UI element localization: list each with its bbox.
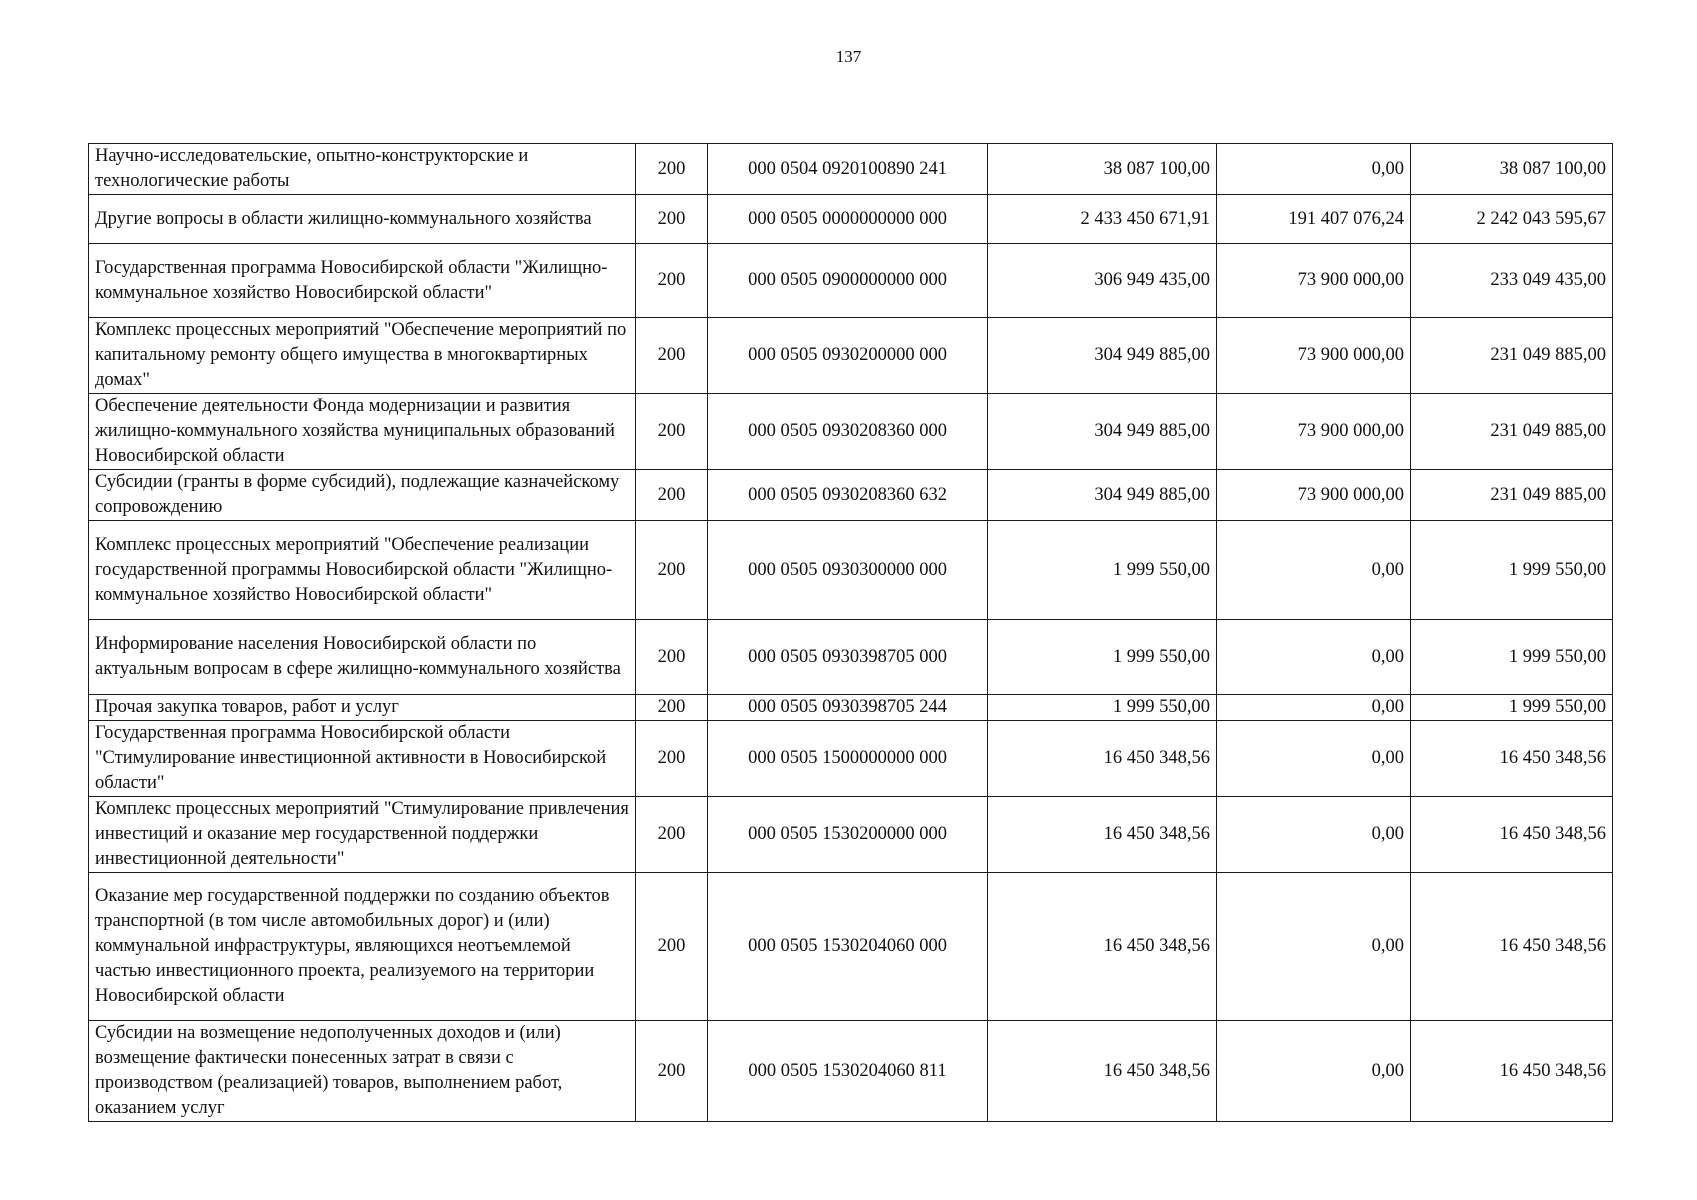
row-executed: 0,00 bbox=[1217, 797, 1411, 873]
row-unexecuted: 1 999 550,00 bbox=[1411, 620, 1613, 695]
row-unexecuted: 38 087 100,00 bbox=[1411, 144, 1613, 195]
row-budget-code: 000 0505 1500000000 000 bbox=[708, 721, 988, 797]
budget-execution-table bbox=[88, 143, 1613, 1122]
row-budget-code: 000 0505 0000000000 000 bbox=[708, 195, 988, 244]
row-name: Комплекс процессных мероприятий "Обеспечение мероприятий по капитальному ремонту общего имущества в многоквартирных домах" bbox=[89, 318, 636, 394]
row-name: Прочая закупка товаров, работ и услуг bbox=[89, 695, 636, 721]
table-row bbox=[89, 797, 1613, 873]
table-row bbox=[89, 620, 1613, 695]
row-code: 200 bbox=[636, 721, 708, 797]
row-budget-code: 000 0505 0930208360 632 bbox=[708, 470, 988, 521]
page-number: 137 bbox=[835, 47, 862, 66]
row-approved: 304 949 885,00 bbox=[988, 394, 1217, 470]
row-executed: 0,00 bbox=[1217, 620, 1411, 695]
table-row bbox=[89, 521, 1613, 620]
table-row bbox=[89, 470, 1613, 521]
row-unexecuted: 2 242 043 595,67 bbox=[1411, 195, 1613, 244]
table-row bbox=[89, 394, 1613, 470]
row-unexecuted: 231 049 885,00 bbox=[1411, 318, 1613, 394]
row-code: 200 bbox=[636, 470, 708, 521]
row-name: Государственная программа Новосибирской области "Стимулирование инвестиционной активности в Новосибирской области" bbox=[89, 721, 636, 797]
row-executed: 73 900 000,00 bbox=[1217, 244, 1411, 318]
row-approved: 1 999 550,00 bbox=[988, 620, 1217, 695]
row-approved: 1 999 550,00 bbox=[988, 695, 1217, 721]
row-approved: 304 949 885,00 bbox=[988, 318, 1217, 394]
row-approved: 304 949 885,00 bbox=[988, 470, 1217, 521]
row-approved: 1 999 550,00 bbox=[988, 521, 1217, 620]
row-approved: 38 087 100,00 bbox=[988, 144, 1217, 195]
row-budget-code: 000 0505 1530204060 811 bbox=[708, 1021, 988, 1122]
row-name: Научно-исследовательские, опытно-конструкторские и технологические работы bbox=[89, 144, 636, 195]
row-code: 200 bbox=[636, 620, 708, 695]
row-executed: 0,00 bbox=[1217, 695, 1411, 721]
row-unexecuted: 1 999 550,00 bbox=[1411, 521, 1613, 620]
row-executed: 0,00 bbox=[1217, 873, 1411, 1021]
row-code: 200 bbox=[636, 521, 708, 620]
row-budget-code: 000 0505 1530204060 000 bbox=[708, 873, 988, 1021]
row-executed: 191 407 076,24 bbox=[1217, 195, 1411, 244]
row-approved: 16 450 348,56 bbox=[988, 873, 1217, 1021]
row-unexecuted: 16 450 348,56 bbox=[1411, 797, 1613, 873]
row-executed: 73 900 000,00 bbox=[1217, 470, 1411, 521]
row-executed: 0,00 bbox=[1217, 521, 1411, 620]
row-name: Обеспечение деятельности Фонда модернизации и развития жилищно-коммунального хозяйства муниципальных образований Новосибирской области bbox=[89, 394, 636, 470]
table-row bbox=[89, 1021, 1613, 1122]
row-code: 200 bbox=[636, 318, 708, 394]
row-executed: 0,00 bbox=[1217, 1021, 1411, 1122]
row-unexecuted: 16 450 348,56 bbox=[1411, 873, 1613, 1021]
row-name: Оказание мер государственной поддержки по созданию объектов транспортной (в том числе автомобильных дорог) и (или) коммунальной инфраструктуры, являющихся неотъемлемой частью инвестиционного проекта, реализуемого на территории Новосибирской области bbox=[89, 873, 636, 1021]
row-executed: 73 900 000,00 bbox=[1217, 318, 1411, 394]
row-name: Государственная программа Новосибирской области "Жилищно-коммунальное хозяйство Новосибирской области" bbox=[89, 244, 636, 318]
row-name: Субсидии (гранты в форме субсидий), подлежащие казначейскому сопровождению bbox=[89, 470, 636, 521]
row-budget-code: 000 0505 0930200000 000 bbox=[708, 318, 988, 394]
row-unexecuted: 1 999 550,00 bbox=[1411, 695, 1613, 721]
row-code: 200 bbox=[636, 195, 708, 244]
row-name: Комплекс процессных мероприятий "Обеспечение реализации государственной программы Новосибирской области "Жилищно-коммунальное хозяйство Новосибирской области" bbox=[89, 521, 636, 620]
table-row bbox=[89, 195, 1613, 244]
row-executed: 0,00 bbox=[1217, 144, 1411, 195]
row-code: 200 bbox=[636, 797, 708, 873]
row-approved: 16 450 348,56 bbox=[988, 721, 1217, 797]
row-approved: 2 433 450 671,91 bbox=[988, 195, 1217, 244]
table-row bbox=[89, 318, 1613, 394]
row-executed: 73 900 000,00 bbox=[1217, 394, 1411, 470]
row-unexecuted: 16 450 348,56 bbox=[1411, 1021, 1613, 1122]
row-approved: 16 450 348,56 bbox=[988, 797, 1217, 873]
table-row bbox=[89, 873, 1613, 1021]
row-approved: 306 949 435,00 bbox=[988, 244, 1217, 318]
row-unexecuted: 231 049 885,00 bbox=[1411, 470, 1613, 521]
row-code: 200 bbox=[636, 144, 708, 195]
row-code: 200 bbox=[636, 695, 708, 721]
row-code: 200 bbox=[636, 244, 708, 318]
row-unexecuted: 231 049 885,00 bbox=[1411, 394, 1613, 470]
row-code: 200 bbox=[636, 1021, 708, 1122]
row-budget-code: 000 0505 0900000000 000 bbox=[708, 244, 988, 318]
row-approved: 16 450 348,56 bbox=[988, 1021, 1217, 1122]
row-budget-code: 000 0505 0930398705 000 bbox=[708, 620, 988, 695]
row-code: 200 bbox=[636, 873, 708, 1021]
row-name: Комплекс процессных мероприятий "Стимулирование привлечения инвестиций и оказание мер государственной поддержки инвестиционной деятельности" bbox=[89, 797, 636, 873]
row-budget-code: 000 0505 1530200000 000 bbox=[708, 797, 988, 873]
row-budget-code: 000 0505 0930300000 000 bbox=[708, 521, 988, 620]
row-executed: 0,00 bbox=[1217, 721, 1411, 797]
row-name: Субсидии на возмещение недополученных доходов и (или) возмещение фактически понесенных затрат в связи с производством (реализацией) товаров, выполнением работ, оказанием услуг bbox=[89, 1021, 636, 1122]
table-row bbox=[89, 244, 1613, 318]
row-name: Другие вопросы в области жилищно-коммунального хозяйства bbox=[89, 195, 636, 244]
row-budget-code: 000 0505 0930208360 000 bbox=[708, 394, 988, 470]
table-row bbox=[89, 144, 1613, 195]
row-unexecuted: 16 450 348,56 bbox=[1411, 721, 1613, 797]
row-unexecuted: 233 049 435,00 bbox=[1411, 244, 1613, 318]
table-row bbox=[89, 721, 1613, 797]
row-budget-code: 000 0505 0930398705 244 bbox=[708, 695, 988, 721]
table-row bbox=[89, 695, 1613, 721]
row-code: 200 bbox=[636, 394, 708, 470]
row-name: Информирование населения Новосибирской области по актуальным вопросам в сфере жилищно-коммунального хозяйства bbox=[89, 620, 636, 695]
row-budget-code: 000 0504 0920100890 241 bbox=[708, 144, 988, 195]
